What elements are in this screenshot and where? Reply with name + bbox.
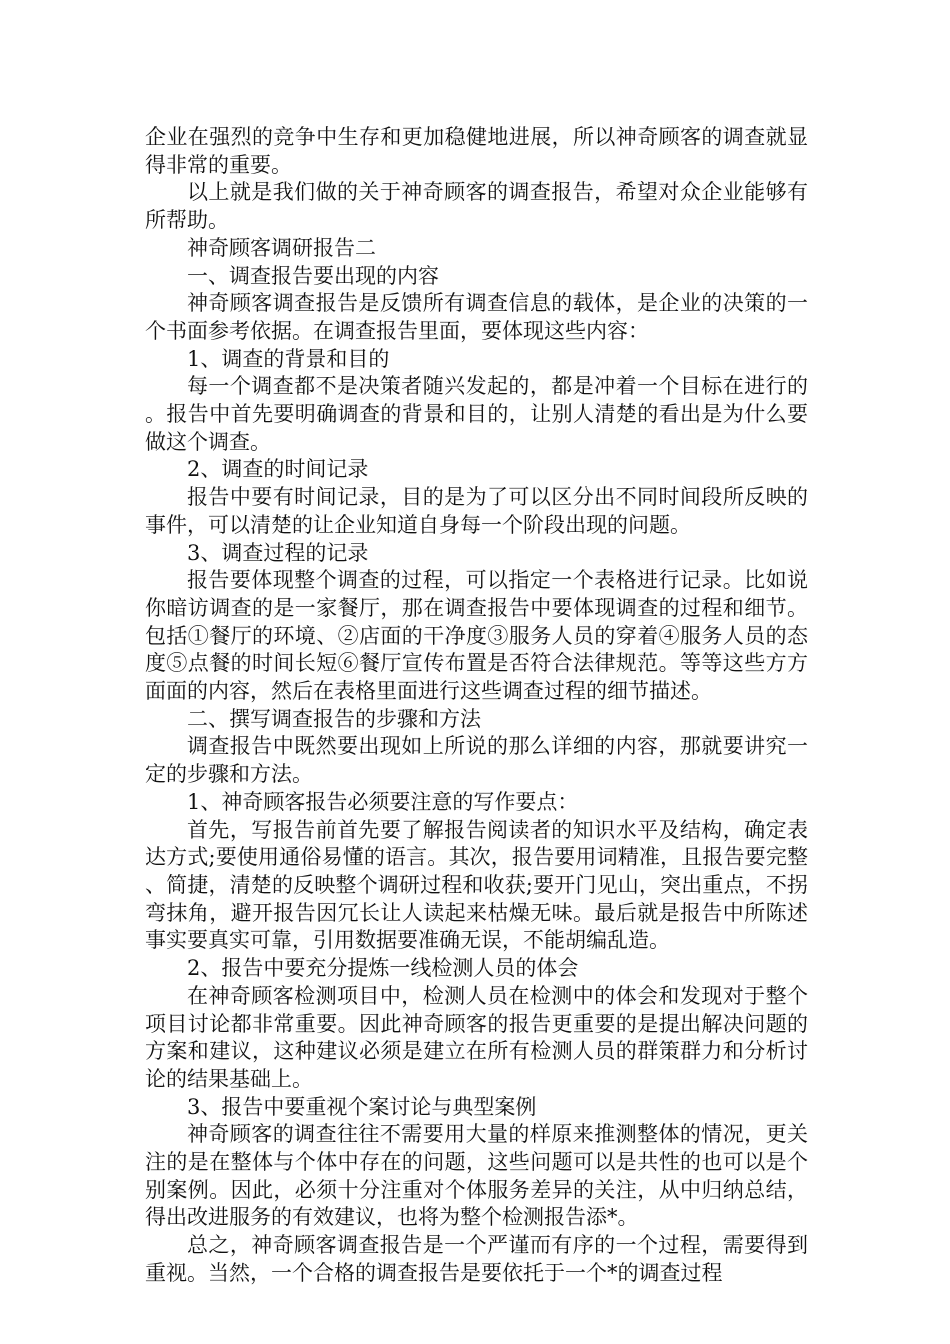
subsection-heading: 2、报告中要充分提炼一线检测人员的体会 bbox=[187, 956, 579, 981]
paragraph: 每一个调查都不是决策者随兴发起的，都是冲着一个目标在进行的。报告中首先要明确调查的背景和目的，让别人清楚的看出是为什么要做这个调查。 bbox=[145, 374, 808, 454]
report-title: 神奇顾客调研报告二 bbox=[187, 235, 376, 260]
paragraph-continuation: 企业在强烈的竞争中生存和更加稳健地进展，所以神奇顾客的调查就显得非常的重要。 bbox=[145, 125, 808, 177]
paragraph-closing: 以上就是我们做的关于神奇顾客的调查报告，希望对众企业能够有所帮助。 bbox=[145, 180, 808, 233]
subsection-heading: 2、调查的时间记录 bbox=[187, 457, 369, 482]
paragraph: 调查报告中既然要出现如上所说的那么详细的内容，那就要讲究一定的步骤和方法。 bbox=[145, 734, 808, 787]
paragraph: 报告要体现整个调查的过程，可以指定一个表格进行记录。比如说你暗访调查的是一家餐厅，那在调查报告中要体现调查的过程和细节。包括①餐厅的环境、②店面的干净度③服务人员的穿着④服务人员的态度⑤点餐的时间长短⑥餐厅宣传布置是否符合法律规范。等等这些方方面面的内容，然后在表格里面进行这些调查过程的细节描述。 bbox=[145, 568, 808, 704]
paragraph: 报告中要有时间记录，目的是为了可以区分出不同时间段所反映的事件，可以清楚的让企业知道自身每一个阶段出现的问题。 bbox=[145, 485, 808, 537]
subsection-heading: 3、报告中要重视个案讨论与典型案例 bbox=[187, 1094, 537, 1119]
paragraph: 神奇顾客的调查往往不需要用大量的样原来推测整体的情况，更关注的是在整体与个体中存在的问题，这些问题可以是共性的也可以是个别案例。因此，必须十分注重对个体服务差异的关注，从中归纳总结，得出改进服务的有效建议，也将为整个检测报告添*。 bbox=[145, 1122, 808, 1230]
subsection-heading: 1、神奇顾客报告必须要注意的写作要点： bbox=[187, 789, 579, 814]
paragraph: 神奇顾客调查报告是反馈所有调查信息的载体，是企业的决策的一个书面参考依据。在调查报告里面，要体现这些内容： bbox=[145, 291, 808, 343]
paragraph: 在神奇顾客检测项目中，检测人员在检测中的体会和发现对于整个项目讨论都非常重要。因此神奇顾客的报告更重要的是提出解决问题的方案和建议，这种建议必须是建立在所有检测人员的群策群力和分析讨论的结果基础上。 bbox=[145, 983, 808, 1091]
paragraph: 首先，写报告前首先要了解报告阅读者的知识水平及结构，确定表达方式;要使用通俗易懂的语言。其次，报告要用词精准，且报告要完整、简捷，清楚的反映整个调研过程和收获;要开门见山，突出重点，不拐弯抹角，避开报告因冗长让人读起来枯燥无味。最后就是报告中所陈述事实要真实可靠，引用数据要准确无误，不能胡编乱造。 bbox=[145, 817, 808, 953]
subsection-heading: 1、调查的背景和目的 bbox=[187, 346, 390, 371]
section-heading-1: 一、调查报告要出现的内容 bbox=[187, 263, 439, 288]
subsection-heading: 3、调查过程的记录 bbox=[187, 540, 369, 565]
section-heading-2: 二、撰写调查报告的步骤和方法 bbox=[187, 706, 481, 731]
document-page bbox=[145, 124, 808, 1288]
paragraph-summary: 总之，神奇顾客调查报告是一个严谨而有序的一个过程，需要得到重视。当然，一个合格的调查报告是要依托于一个*的调查过程 bbox=[145, 1233, 808, 1285]
